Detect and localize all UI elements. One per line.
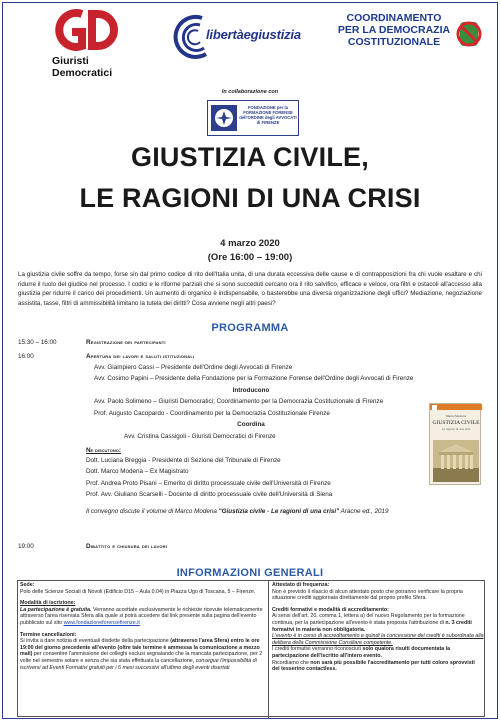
book-note-title: "Giustizia civile - Le ragioni di una crisi": [218, 507, 340, 515]
informazioni-heading: INFORMAZIONI GENERALI: [176, 567, 324, 579]
cred-e: solo qualora risulti documentata la partecipazione dell'iscritto all'intero evento.: [272, 646, 451, 659]
discutono-heading: Ne discutono:: [86, 447, 121, 454]
gd-line2: Democratici: [52, 67, 113, 79]
gd-monogram-icon: [52, 8, 126, 52]
cred-a: Ai sensi dell'art. 20, comma 1, lettera a) del nuovo Regolamento per la formazione continua, per la partecipazione all'evento è stata proposta l'attribuzione di: [272, 613, 465, 626]
disc-speaker-1: Dott. Luciana Breggia - Presidente di Sezione del Tribunale di Firenze: [86, 456, 281, 464]
cred-reminder: [272, 660, 484, 673]
introducono-heading: Introducono: [232, 386, 270, 394]
info-right-column: [272, 582, 484, 678]
disc-speaker-3: Prof. Andrea Proto Pisani – Emerito di diritto processuale civile dell'Università di Firenze: [86, 479, 331, 487]
iscrizione-label: Modalità di iscrizione:: [20, 600, 76, 607]
book-cover: [429, 403, 481, 485]
canc-c: per consentire l'ammissione dei colleghi esclusi segnalando che la mancata partecipazione, per 2 volte nel semestre solare e senza che sia stata effettuata la cancellazione,: [20, 651, 263, 664]
liberta-giustizia-logo: [166, 12, 326, 62]
seal-icon: [211, 105, 237, 131]
cdc-line2: PER LA DEMOCRAZIA: [337, 24, 451, 36]
info-left-column: [20, 582, 264, 676]
fondazione-link[interactable]: www.fondazioneforensefirenze.it: [63, 619, 140, 626]
iscrizione-free: La partecipazione è gratuita.: [20, 606, 92, 613]
info-table: [17, 580, 485, 717]
cancellazioni-label: Termine cancellazioni:: [20, 631, 77, 638]
sede-label: Sede:: [20, 582, 35, 588]
intro-paragraph: La giustizia civile soffre da tempo, forse sin dal primo codice di rito dell'Italia unita, di una durata eccessiva delle cause e di contrapposizioni fra chi vuole esaltare e chi ridurre il ruolo del giudice nel processo. I codici e le riforme parziali che si sono succeduti cercano ora il rito salvifico, efficace e veloce, ora filtri e ostacoli all'accesso alla giustizia per ridurre il carico dei procedimenti. Un aumento di organico è indispensabile, o basterebbe una diversa organizzazione degli uffici? Mediazione, negoziazione assistita, tasse, filtri di ammissibilità limitano la tutela dei diritti? Cosa avviene negli altri paesi?: [18, 271, 482, 307]
iscrizione-text: Verranno accettate esclusivamente le richieste ricevute telematicamente attraverso l'area riservata Sfera alla quale si potrà accedere dal link presente sulla pagina dell'evento pubblicato sul sito: [20, 606, 263, 626]
intro-speaker-1: Avv. Paolo Solimeno – Giuristi Democratici; Coordinamento per la Democrazia Costituzionale di Firenze: [94, 398, 384, 405]
gd-line1: Giuristi: [52, 55, 89, 67]
coordinamento-logo: [334, 12, 484, 60]
book-title: GIUSTIZIA CIVILE: [432, 420, 480, 426]
no-hand-icon: [454, 14, 484, 54]
sede-block: [20, 582, 264, 595]
info-divider: [268, 581, 269, 718]
attestato-text: Non è previsto il rilascio di alcun attestato posto che potranno verificare la propria situazione crediti aggiornata direttamente dal proprio profilo Sfera.: [272, 588, 463, 602]
title-line2: LE RAGIONI DI UNA CRISI: [79, 183, 421, 213]
cred-b: n. 3 crediti formativi in materia non obbligatoria.: [272, 619, 472, 633]
disc-speaker-4: Prof. Avv. Giuliano Scarselli - Docente di diritto processuale civile dell'Università di Siena: [86, 491, 333, 498]
lg-wordmark: libertàegiustizia: [206, 27, 301, 42]
book-note-post: Aracne ed., 2019: [339, 507, 389, 515]
fondazione-text: FONDAZIONE per la FORMAZIONE FORENSE dell'ORDINE degli AVVOCATI di FIRENZE: [239, 105, 297, 125]
cred-d: I crediti formativi verranno riconosciuti: [272, 646, 363, 653]
temple-image-icon: [433, 440, 479, 482]
book-note-pre: Il convegno discute il volume di Marco Modena: [86, 507, 219, 515]
fondazione-logo: [207, 100, 299, 136]
event-time: (Ore 16:00 – 19:00): [207, 252, 293, 263]
cred-c: L'evento è in corso di accreditamento e quindi la concessione dei crediti è subordinata alla delibera della Commissione Consiliare competente.: [272, 633, 484, 646]
cred-f: Ricordiamo che: [272, 659, 311, 666]
event-date: 4 marzo 2020: [220, 238, 280, 249]
disc-speaker-2: Dott. Marco Modena – Ex Magistrato: [86, 468, 189, 475]
slot1-label: Registrazione dei partecipanti: [86, 339, 166, 346]
slot1-time: 15:30 – 16:00: [18, 339, 57, 346]
programma-heading: PROGRAMMA: [211, 322, 289, 334]
book-author: Marco Modena: [445, 414, 466, 418]
slot2-label: Apertura dei lavori e saluti istituzionali: [86, 353, 195, 360]
book-band: [430, 404, 482, 410]
slot3-time: 19:00: [18, 543, 34, 550]
coord-speaker: Avv. Cristina Cassigoli - Giuristi Democratici di Firenze: [124, 432, 276, 440]
cancellazioni-block: [20, 632, 264, 672]
slot2-time: 16:00: [18, 353, 34, 360]
canc-d: consegue l'impossibilità di iscriversi ad Eventi Formativi gratuiti per i 6 mesi successivi all'ultimo degli eventi disertati.: [20, 657, 257, 671]
book-subtitle: Le ragioni di una crisi: [441, 427, 471, 431]
cred-g: non sarà più possibile l'accreditamento per tutti coloro sprovvisti del tesserino contactless.: [272, 659, 475, 673]
attestato-label: Attestato di frequenza:: [272, 582, 330, 588]
canc-b: (attraverso l'area Sfera) entro le ore 19:00 del giorno precedente all'evento (oltre tale termine è ammessa la comunicazione a mezzo mail): [20, 638, 260, 658]
iscrizione-block: [20, 600, 264, 626]
collaboration-label: In collaborazione con: [221, 89, 279, 95]
sede-text: Polo delle Scienze Sociali di Novoli (Edificio D15 – Aula 0.04) in Piazza Ugo di Toscana, 5 – Firenze.: [20, 588, 256, 595]
intro-speaker-2: Prof. Augusto Cacopardo - Coordinamento per la Democrazia Costituzionale Firenze: [94, 409, 330, 417]
book-note: [86, 508, 486, 517]
giuristi-democratici-logo: [44, 8, 126, 88]
cdc-line3: COSTITUZIONALE: [347, 36, 441, 48]
greeting-1: Avv. Giampiero Cassi – Presidente dell'Ordine degli Avvocati di Firenze: [94, 363, 293, 371]
crediti-block: [272, 607, 484, 673]
slot3-label: Dibattito e chiusura dei lavori: [86, 543, 168, 550]
attestato-block: [272, 582, 484, 602]
title-line1: GIUSTIZIA CIVILE,: [131, 142, 369, 172]
greeting-2: Avv. Cosimo Papini – Presidente della Fondazione per la Formazione Forense dell'Ordine degli Avvocati di Firenze: [94, 375, 414, 382]
publisher-mark-icon: [432, 405, 437, 410]
cdc-line1: COORDINAMENTO: [346, 12, 442, 24]
crediti-label: Crediti formativi e modalità di accreditamento:: [272, 606, 389, 613]
canc-a: Si invita a dare notizia di eventuali disdette della partecipazione: [20, 638, 171, 645]
coordina-heading: Coordina: [237, 421, 265, 428]
